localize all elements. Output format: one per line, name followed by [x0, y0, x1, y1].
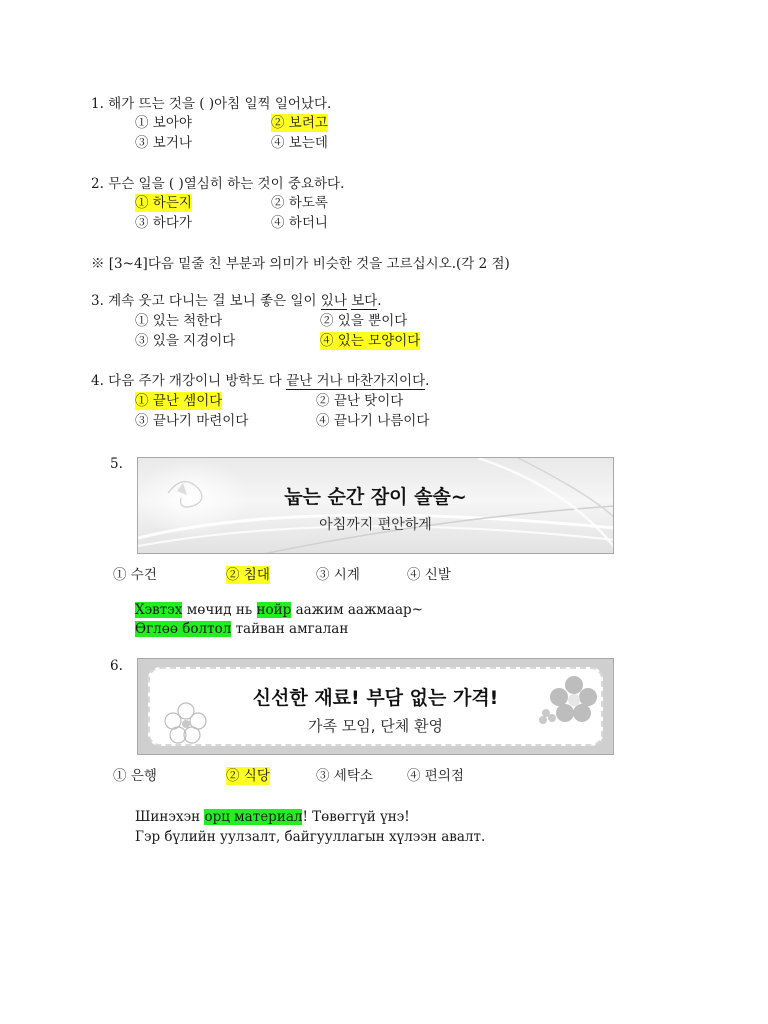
q6-trans-text-1: Шинэхэн — [135, 809, 205, 825]
instruction-text: ※ [3~4]다음 밑줄 친 부분과 의미가 비슷한 것을 고르십시오.(각 2 점) — [91, 256, 510, 272]
q1-option-4: ④ 보는데 — [271, 135, 328, 151]
q4-stem-end: . — [425, 373, 430, 389]
q6-translation-line-2: Гэр бүлийн уулзалт, байгууллагын хүлээн авалт. — [135, 829, 486, 845]
q5-option-4: ④ 신발 — [407, 567, 451, 583]
q3-option-1: ① 있는 척한다 — [135, 313, 223, 329]
q6-trans-highlight: орц материал — [204, 809, 303, 825]
q2-option-4: ④ 하더니 — [271, 215, 328, 231]
q5-translation-line-2 — [135, 620, 348, 638]
q5-trans-text-2: аажим аажмаар~ — [291, 602, 423, 618]
q5-trans-text-1: мөчид нь — [182, 602, 257, 618]
q3-underlined-1: 있나 — [320, 293, 347, 309]
q5-banner-subtitle: 아침까지 편안하게 — [319, 517, 432, 533]
q6-option-1: ① 은행 — [113, 768, 157, 784]
q5-option-3: ③ 시계 — [316, 567, 360, 583]
q3-stem-end: . — [377, 293, 382, 309]
q4-stem — [91, 372, 429, 390]
q3-stem — [91, 292, 382, 310]
q5-trans-highlight-3: Өглөө болтол — [135, 621, 232, 637]
q5-banner-title: 눕는 순간 잠이 솔솔~ — [284, 486, 467, 508]
q6-banner-title: 신선한 재료! 부담 없는 가격! — [252, 687, 499, 709]
q6-option-4: ④ 편의점 — [407, 768, 464, 784]
q6-option-3: ③ 세탁소 — [316, 768, 373, 784]
q3-underlined-2: 보다 — [351, 293, 378, 309]
q1-option-1: ① 보아야 — [135, 115, 192, 131]
q6-banner-subtitle: 가족 모임, 단체 환영 — [308, 717, 443, 735]
q2-option-3: ③ 하다가 — [135, 215, 192, 231]
q1-option-2-answer: ② 보려고 — [271, 115, 328, 131]
q3-stem-text: 3. 계속 웃고 다니는 걸 보니 좋은 일이 — [91, 293, 321, 309]
q6-number: 6. — [110, 658, 123, 674]
q6-translation-line-1 — [135, 808, 410, 826]
q5-option-1: ① 수건 — [113, 567, 157, 583]
q5-trans-text-3: тайван амгалан — [231, 621, 349, 637]
q6-trans-text-2: ! Төвөггүй үнэ! — [302, 809, 410, 825]
q4-option-2: ② 끝난 탓이다 — [316, 393, 404, 409]
q1-stem: 1. 해가 뜨는 것을 ( )아침 일찍 일어났다. — [91, 96, 332, 112]
q2-stem: 2. 무슨 일을 ( )열심히 하는 것이 중요하다. — [91, 176, 345, 192]
q5-trans-highlight-1: Хэвтэх — [135, 602, 183, 618]
q4-stem-text: 4. 다음 주가 개강이니 방학도 다 — [91, 373, 287, 389]
q4-option-1-answer: ① 끝난 셈이다 — [135, 393, 223, 409]
q2-option-1-answer: ① 하든지 — [135, 195, 192, 211]
q4-option-3: ③ 끝나기 마련이다 — [135, 413, 249, 429]
q3-option-3: ③ 있을 지경이다 — [135, 333, 236, 349]
q4-underlined: 끝난 거나 마찬가지이다 — [286, 373, 426, 389]
q1-option-3: ③ 보거나 — [135, 135, 192, 151]
q5-number: 5. — [110, 456, 123, 472]
q3-option-2: ② 있을 뿐이다 — [320, 313, 408, 329]
q5-trans-highlight-2: нойр — [256, 602, 292, 618]
q5-option-2-answer: ② 침대 — [226, 567, 270, 583]
q5-translation-line-1 — [135, 601, 423, 619]
q3-option-4-answer: ④ 있는 모양이다 — [320, 333, 421, 349]
q4-option-4: ④ 끝나기 나름이다 — [316, 413, 430, 429]
q6-option-2-answer: ② 식당 — [226, 768, 270, 784]
q5-advertisement-banner — [137, 457, 614, 554]
q2-option-2: ② 하도록 — [271, 195, 328, 211]
q6-advertisement-banner — [137, 658, 614, 755]
